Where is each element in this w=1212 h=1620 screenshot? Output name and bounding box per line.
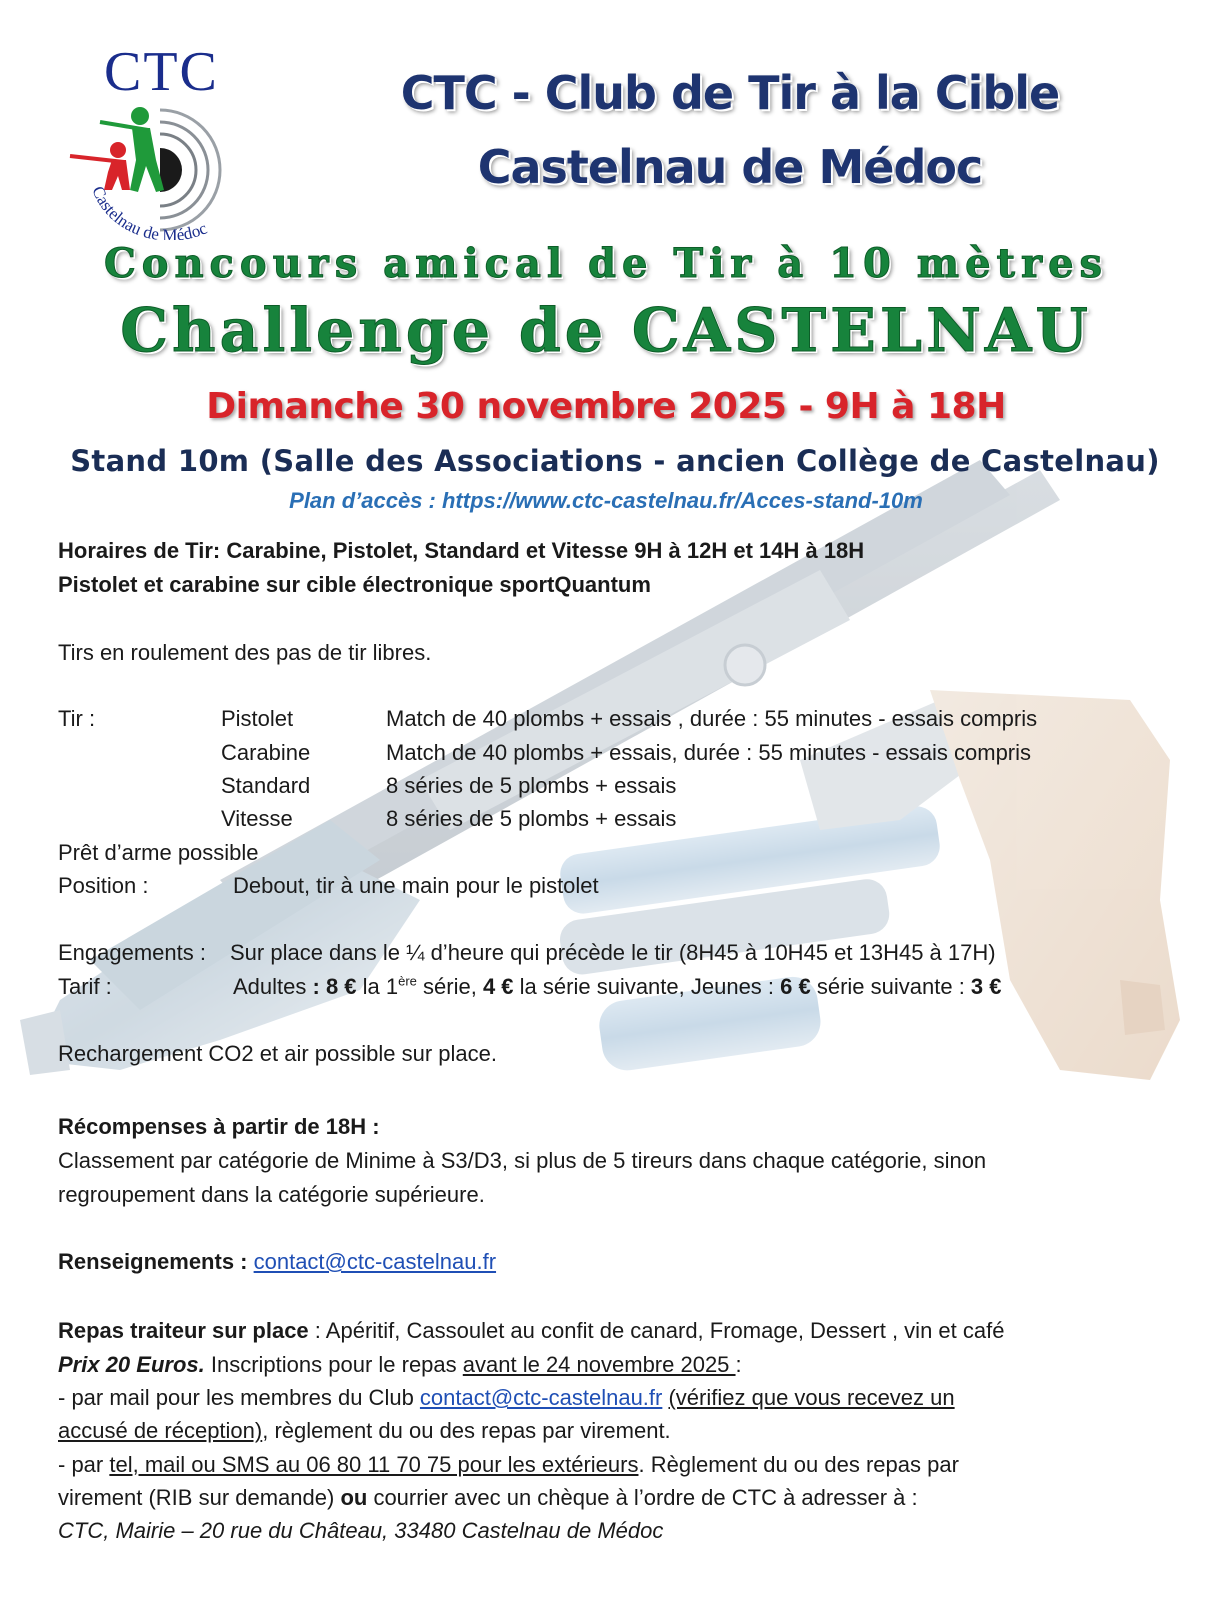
event-name: Challenge de CASTELNAU [120,296,1092,366]
club-logo [60,40,270,240]
schedule-hours: Horaires de Tir: Carabine, Pistolet, Standard et Vitesse 9H à 12H et 14H à 18H [58,538,865,563]
tir-desc: 8 séries de 5 plombs + essais [386,806,677,831]
event-date: Dimanche 30 novembre 2025 - 9H à 18H [206,386,1006,427]
club-location: Castelnau de Médoc [477,140,983,194]
tir-type: Carabine [221,740,311,765]
postal-address: CTC, Mairie – 20 rue du Château, 33480 Castelnau de Médoc [58,1518,664,1543]
members-email-link[interactable]: contact@ctc-castelnau.fr [419,1385,663,1410]
weapon-loan-note: Prêt d’arme possible [58,840,259,865]
meal-price-line: Prix 20 Euros. Inscriptions pour le repas avant le 24 novembre 2025 : [58,1352,742,1377]
rotation-note: Tirs en roulement des pas de tir libres. [58,640,432,665]
rewards-title: Récompenses à partir de 18H : [58,1114,380,1139]
info-line [58,1249,496,1274]
meal-members-line: - par mail pour les membres du Club contact@ctc-castelnau.fr (vérifiez que vous recevez un [58,1385,955,1410]
position-label: Position : [58,873,149,898]
tarif-value: Adultes : 8 € la 1ère série, 4 € la série suivante, Jeunes : 6 € série suivante : 3 € [233,973,1002,999]
info-label: Renseignements : [58,1249,254,1274]
access-plan-link[interactable]: Plan d’accès : https://www.ctc-castelnau.fr/Acces-stand-10m [289,488,923,513]
engagements-label: Engagements : [58,940,206,965]
meal-members-line2: accusé de réception), règlement du ou des repas par virement. [58,1418,671,1443]
engagements-value: Sur place dans le ¼ d’heure qui précède le tir (8H45 à 10H45 et 13H45 à 17H) [230,940,996,965]
position-value: Debout, tir à une main pour le pistolet [233,873,599,898]
meal-external-line: - par tel, mail ou SMS au 06 80 11 70 75 pour les extérieurs. Règlement du ou des repas par [58,1452,959,1477]
event-subtitle: Concours amical de Tir à 10 mètres [103,240,1109,287]
tir-type: Pistolet [221,706,294,731]
tir-type: Vitesse [221,806,293,831]
event-venue: Stand 10m (Salle des Associations - ancien Collège de Castelnau) [70,444,1160,478]
tir-label: Tir : [58,706,96,731]
contact-email-link[interactable]: contact@ctc-castelnau.fr [253,1249,497,1274]
tir-desc: Match de 40 plombs + essais, durée : 55 minutes - essais compris [386,740,1032,765]
tarif-label: Tarif : [58,974,112,999]
tir-type: Standard [221,773,311,798]
logo-ring-text: Castelnau de Médoc [88,183,210,240]
recharge-note: Rechargement CO2 et air possible sur place. [58,1041,497,1066]
meal-menu-line: Repas traiteur sur place : Apéritif, Cassoulet au confit de canard, Fromage, Dessert , vin et café [58,1318,1005,1343]
tir-desc: 8 séries de 5 plombs + essais [386,773,677,798]
logo-ctc-text: CTC [104,41,219,103]
club-title: CTC - Club de Tir à la Cible [400,66,1060,120]
schedule-electronic-targets: Pistolet et carabine sur cible électronique sportQuantum [58,572,651,597]
meal-external-line2: virement (RIB sur demande) ou courrier avec un chèque à l’ordre de CTC à adresser à : [58,1485,918,1510]
target-shooter-icon [60,40,270,240]
rewards-line1: Classement par catégorie de Minime à S3/D3, si plus de 5 tireurs dans chaque catégorie, sinon [58,1148,987,1173]
tir-desc: Match de 40 plombs + essais , durée : 55 minutes - essais compris [386,706,1038,731]
rewards-line2: regroupement dans la catégorie supérieure. [58,1182,485,1207]
